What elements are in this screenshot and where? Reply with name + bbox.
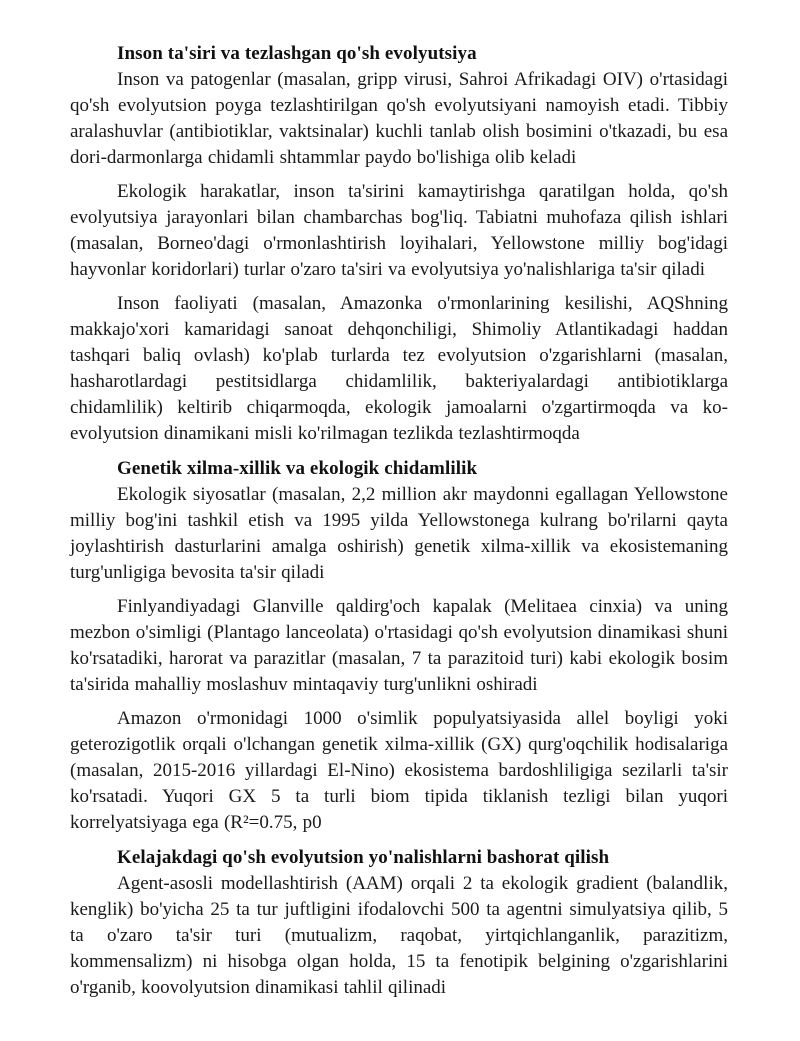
section-heading: Inson ta'siri va tezlashgan qo'sh evolyutsiya [117, 43, 477, 64]
paragraph: Agent-asosli modellashtirish (AAM) orqali 2 ta ekologik gradient (balandlik, kenglik) bo'yicha 25 ta tur juftligini ifodalovchi 500 ta agentni simulyatsiya qilib, 5 ta o'zaro ta'sir turi (mutualizm, raqobat, yirtqichlanganlik, parazitizm, kommensalizm) ni hisobga olgan holda, 15 ta fenotipik belgining o'zgarishlarini o'rganib, koovolyutsion dinamikasi tahlil qilinadi [70, 873, 728, 998]
paragraph: Ekologik harakatlar, inson ta'sirini kamaytirishga qaratilgan holda, qo'sh evolyutsiya jarayonlari bilan chambarchas bog'liq. Tabiatni muhofaza qilish ishlari (masalan, Borneo'dagi o'rmonlashtirish loyihalari, Yellowstone milliy bog'idagi hayvonlar koridorlari) turlar o'zaro ta'siri va evolyutsiya yo'nalishlariga ta'sir qiladi [70, 181, 728, 280]
section-heading: Genetik xilma-xillik va ekologik chidamlilik [117, 458, 478, 479]
paragraph: Inson va patogenlar (masalan, gripp virusi, Sahroi Afrikadagi OIV) o'rtasidagi qo'sh evolyutsion poyga tezlashtirilgan qo'sh evolyutsiyani namoyish etadi. Tibbiy aralashuvlar (antibiotiklar, vaktsinalar) kuchli tanlab olish bosimini o'tkazadi, bu esa dori-darmonlarga chidamli shtammlar paydo bo'lishiga olib keladi [70, 69, 728, 168]
paragraph: Ekologik siyosatlar (masalan, 2,2 million akr maydonni egallagan Yellowstone milliy bog'ini tashkil etish va 1995 yilda Yellowstonega kulrang bo'rilarni qayta joylashtirish dasturlarini amalga oshirish) genetik xilma-xillik va ekosistemaning turg'unligiga bevosita ta'sir qiladi [70, 484, 728, 583]
section-heading: Kelajakdagi qo'sh evolyutsion yo'nalishlarni bashorat qilish [117, 847, 610, 868]
document-section [70, 845, 728, 1001]
paragraph: Inson faoliyati (masalan, Amazonka o'rmonlarining kesilishi, AQShning makkajo'xori kamaridagi sanoat dehqonchiligi, Shimoliy Atlantikadagi haddan tashqari baliq ovlash) ko'plab turlarda tez evolyutsion o'zgarishlarni (masalan, hasharotlardagi pestitsidlarga chidamlilik, bakteriyalardagi antibiotiklarga chidamlilik) keltirib chiqarmoqda, ekologik jamoalarni o'zgartirmoqda va ko-evolyutsion dinamikani misli ko'rilmagan tezlikda tezlashtirmoqda [70, 293, 728, 444]
document-section [70, 41, 728, 447]
paragraph: Finlyandiyadagi Glanville qaldirg'och kapalak (Melitaea cinxia) va uning mezbon o'simligi (Plantago lanceolata) o'rtasidagi qo'sh evolyutsion dinamikasi shuni ko'rsatadiki, harorat va parazitlar (masalan, 7 ta parazitoid turi) kabi ekologik bosim ta'sirida mahalliy moslashuv mintaqaviy turg'unlikni oshiradi [70, 596, 728, 695]
paragraph: Amazon o'rmonidagi 1000 o'simlik populyatsiyasida allel boyligi yoki geterozigotlik orqali o'lchangan genetik xilma-xillik (GX) qurg'oqchilik hodisalariga (masalan, 2015-2016 yillardagi El-Nino) ekosistema bardoshliligiga sezilarli ta'sir ko'rsatadi. Yuqori GX 5 ta turli biom tipida tiklanish tezligi bilan yuqori korrelyatsiyaga ega (R²=0.75, p0 [70, 708, 728, 833]
document-content [70, 41, 728, 1001]
document-section [70, 456, 728, 836]
